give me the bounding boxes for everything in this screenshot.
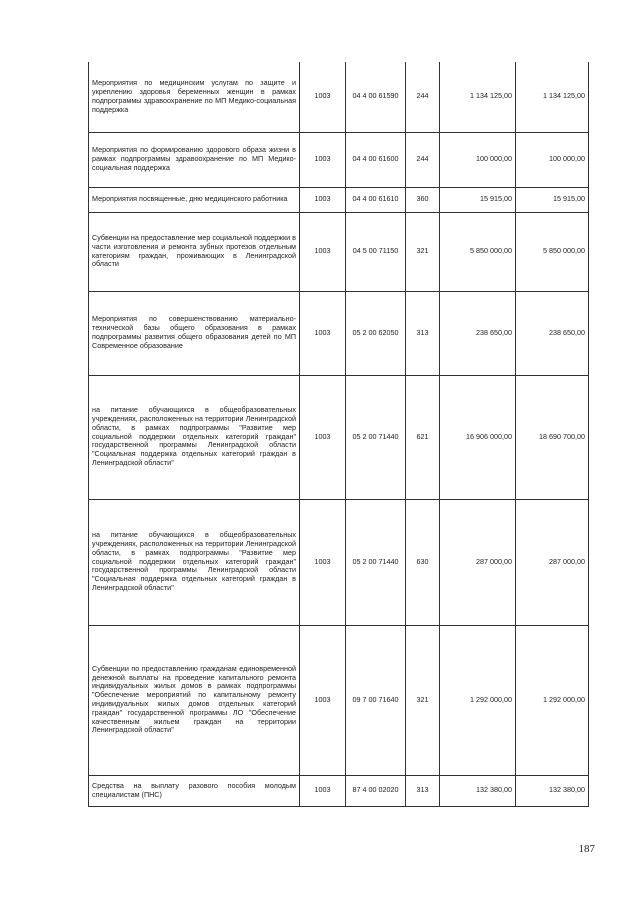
row-expense-type: 630 (406, 499, 440, 625)
row-target-code: 87 4 00 02020 (346, 775, 406, 806)
row-section-code: 1003 (300, 212, 346, 291)
row-expense-type: 360 (406, 187, 440, 212)
table-row (89, 187, 589, 212)
row-target-code: 04 4 00 61590 (346, 62, 406, 132)
row-amount-2: 132 380,00 (516, 775, 589, 806)
row-target-code: 05 2 00 62050 (346, 291, 406, 375)
row-target-code: 04 5 00 71150 (346, 212, 406, 291)
row-amount-2: 15 915,00 (516, 187, 589, 212)
row-section-code: 1003 (300, 187, 346, 212)
row-amount-2: 1 292 000,00 (516, 625, 589, 775)
row-amount-1: 5 850 000,00 (440, 212, 516, 291)
row-amount-1: 15 915,00 (440, 187, 516, 212)
table-row (89, 625, 589, 775)
row-expense-type: 313 (406, 775, 440, 806)
row-amount-2: 18 690 700,00 (516, 375, 589, 499)
table-row (89, 291, 589, 375)
page-number: 187 (578, 843, 595, 855)
row-description: Средства на выплату разового пособия молодым специалистам (ПНС) (89, 775, 300, 806)
budget-table (88, 62, 589, 807)
row-description: Мероприятия по медицинским услугам по защите и укреплению здоровья беременных женщин в рамках подпрограммы здравоохранение по МП Медико-социальная поддержка (89, 62, 300, 132)
row-section-code: 1003 (300, 62, 346, 132)
row-target-code: 04 4 00 61610 (346, 187, 406, 212)
row-target-code: 04 4 00 61600 (346, 132, 406, 187)
row-target-code: 09 7 00 71640 (346, 625, 406, 775)
row-section-code: 1003 (300, 291, 346, 375)
row-expense-type: 321 (406, 625, 440, 775)
table-row (89, 62, 589, 132)
row-expense-type: 621 (406, 375, 440, 499)
row-amount-2: 100 000,00 (516, 132, 589, 187)
row-section-code: 1003 (300, 625, 346, 775)
table-row (89, 499, 589, 625)
row-amount-1: 238 650,00 (440, 291, 516, 375)
row-target-code: 05 2 00 71440 (346, 375, 406, 499)
row-section-code: 1003 (300, 775, 346, 806)
row-description: Мероприятия по совершенствованию материально-технической базы общего образования в рамках подпрограммы развития общего образования детей по МП Современное образование (89, 291, 300, 375)
row-amount-2: 1 134 125,00 (516, 62, 589, 132)
row-section-code: 1003 (300, 375, 346, 499)
row-description: Субвенции на предоставление мер социальной поддержки в части изготовления и ремонта зубных протезов отдельным категориям граждан, проживающих в Ленинградской области (89, 212, 300, 291)
row-amount-1: 287 000,00 (440, 499, 516, 625)
row-expense-type: 244 (406, 62, 440, 132)
row-amount-2: 287 000,00 (516, 499, 589, 625)
table-row (89, 132, 589, 187)
row-target-code: 05 2 00 71440 (346, 499, 406, 625)
row-description: Мероприятия посвященные, дню медицинского работника (89, 187, 300, 212)
row-amount-1: 100 000,00 (440, 132, 516, 187)
row-description: Субвенции по предоставлению гражданам единовременной денежной выплаты на проведение капитального ремонта индивидуальных жилых домов в рамках подпрограммы "Обеспечение мероприятий по капитальному ремонту индивидуальных жилых домов отдельных категорий граждан" государственной программы ЛО "Обеспечение качественным жильем граждан на территории Ленинградской области" (89, 625, 300, 775)
row-section-code: 1003 (300, 132, 346, 187)
row-description: на питание обучающихся в общеобразовательных учреждениях, расположенных на территории Ленинградской области, в рамках подпрограммы "Развитие мер социальной поддержки отдельных категорий граждан" государственной программы Ленинградской области "Социальная поддержка отдельных категорий граждан в Ленинградской области" (89, 499, 300, 625)
row-amount-2: 5 850 000,00 (516, 212, 589, 291)
table-row (89, 212, 589, 291)
row-section-code: 1003 (300, 499, 346, 625)
row-amount-1: 1 292 000,00 (440, 625, 516, 775)
row-description: Мероприятия по формированию здорового образа жизни в рамках подпрограммы здравоохранение по МП Медико-социальная поддержка (89, 132, 300, 187)
row-amount-1: 16 906 000,00 (440, 375, 516, 499)
row-amount-1: 1 134 125,00 (440, 62, 516, 132)
row-expense-type: 313 (406, 291, 440, 375)
row-expense-type: 321 (406, 212, 440, 291)
row-amount-2: 238 650,00 (516, 291, 589, 375)
table-row (89, 375, 589, 499)
row-description: на питание обучающихся в общеобразовательных учреждениях, расположенных на территории Ленинградской области, в рамках подпрограммы "Развитие мер социальной поддержки отдельных категорий граждан" государственной программы Ленинградской области "Социальная поддержка отдельных категорий граждан в Ленинградской области" (89, 375, 300, 499)
row-expense-type: 244 (406, 132, 440, 187)
table-row (89, 775, 589, 806)
row-amount-1: 132 380,00 (440, 775, 516, 806)
